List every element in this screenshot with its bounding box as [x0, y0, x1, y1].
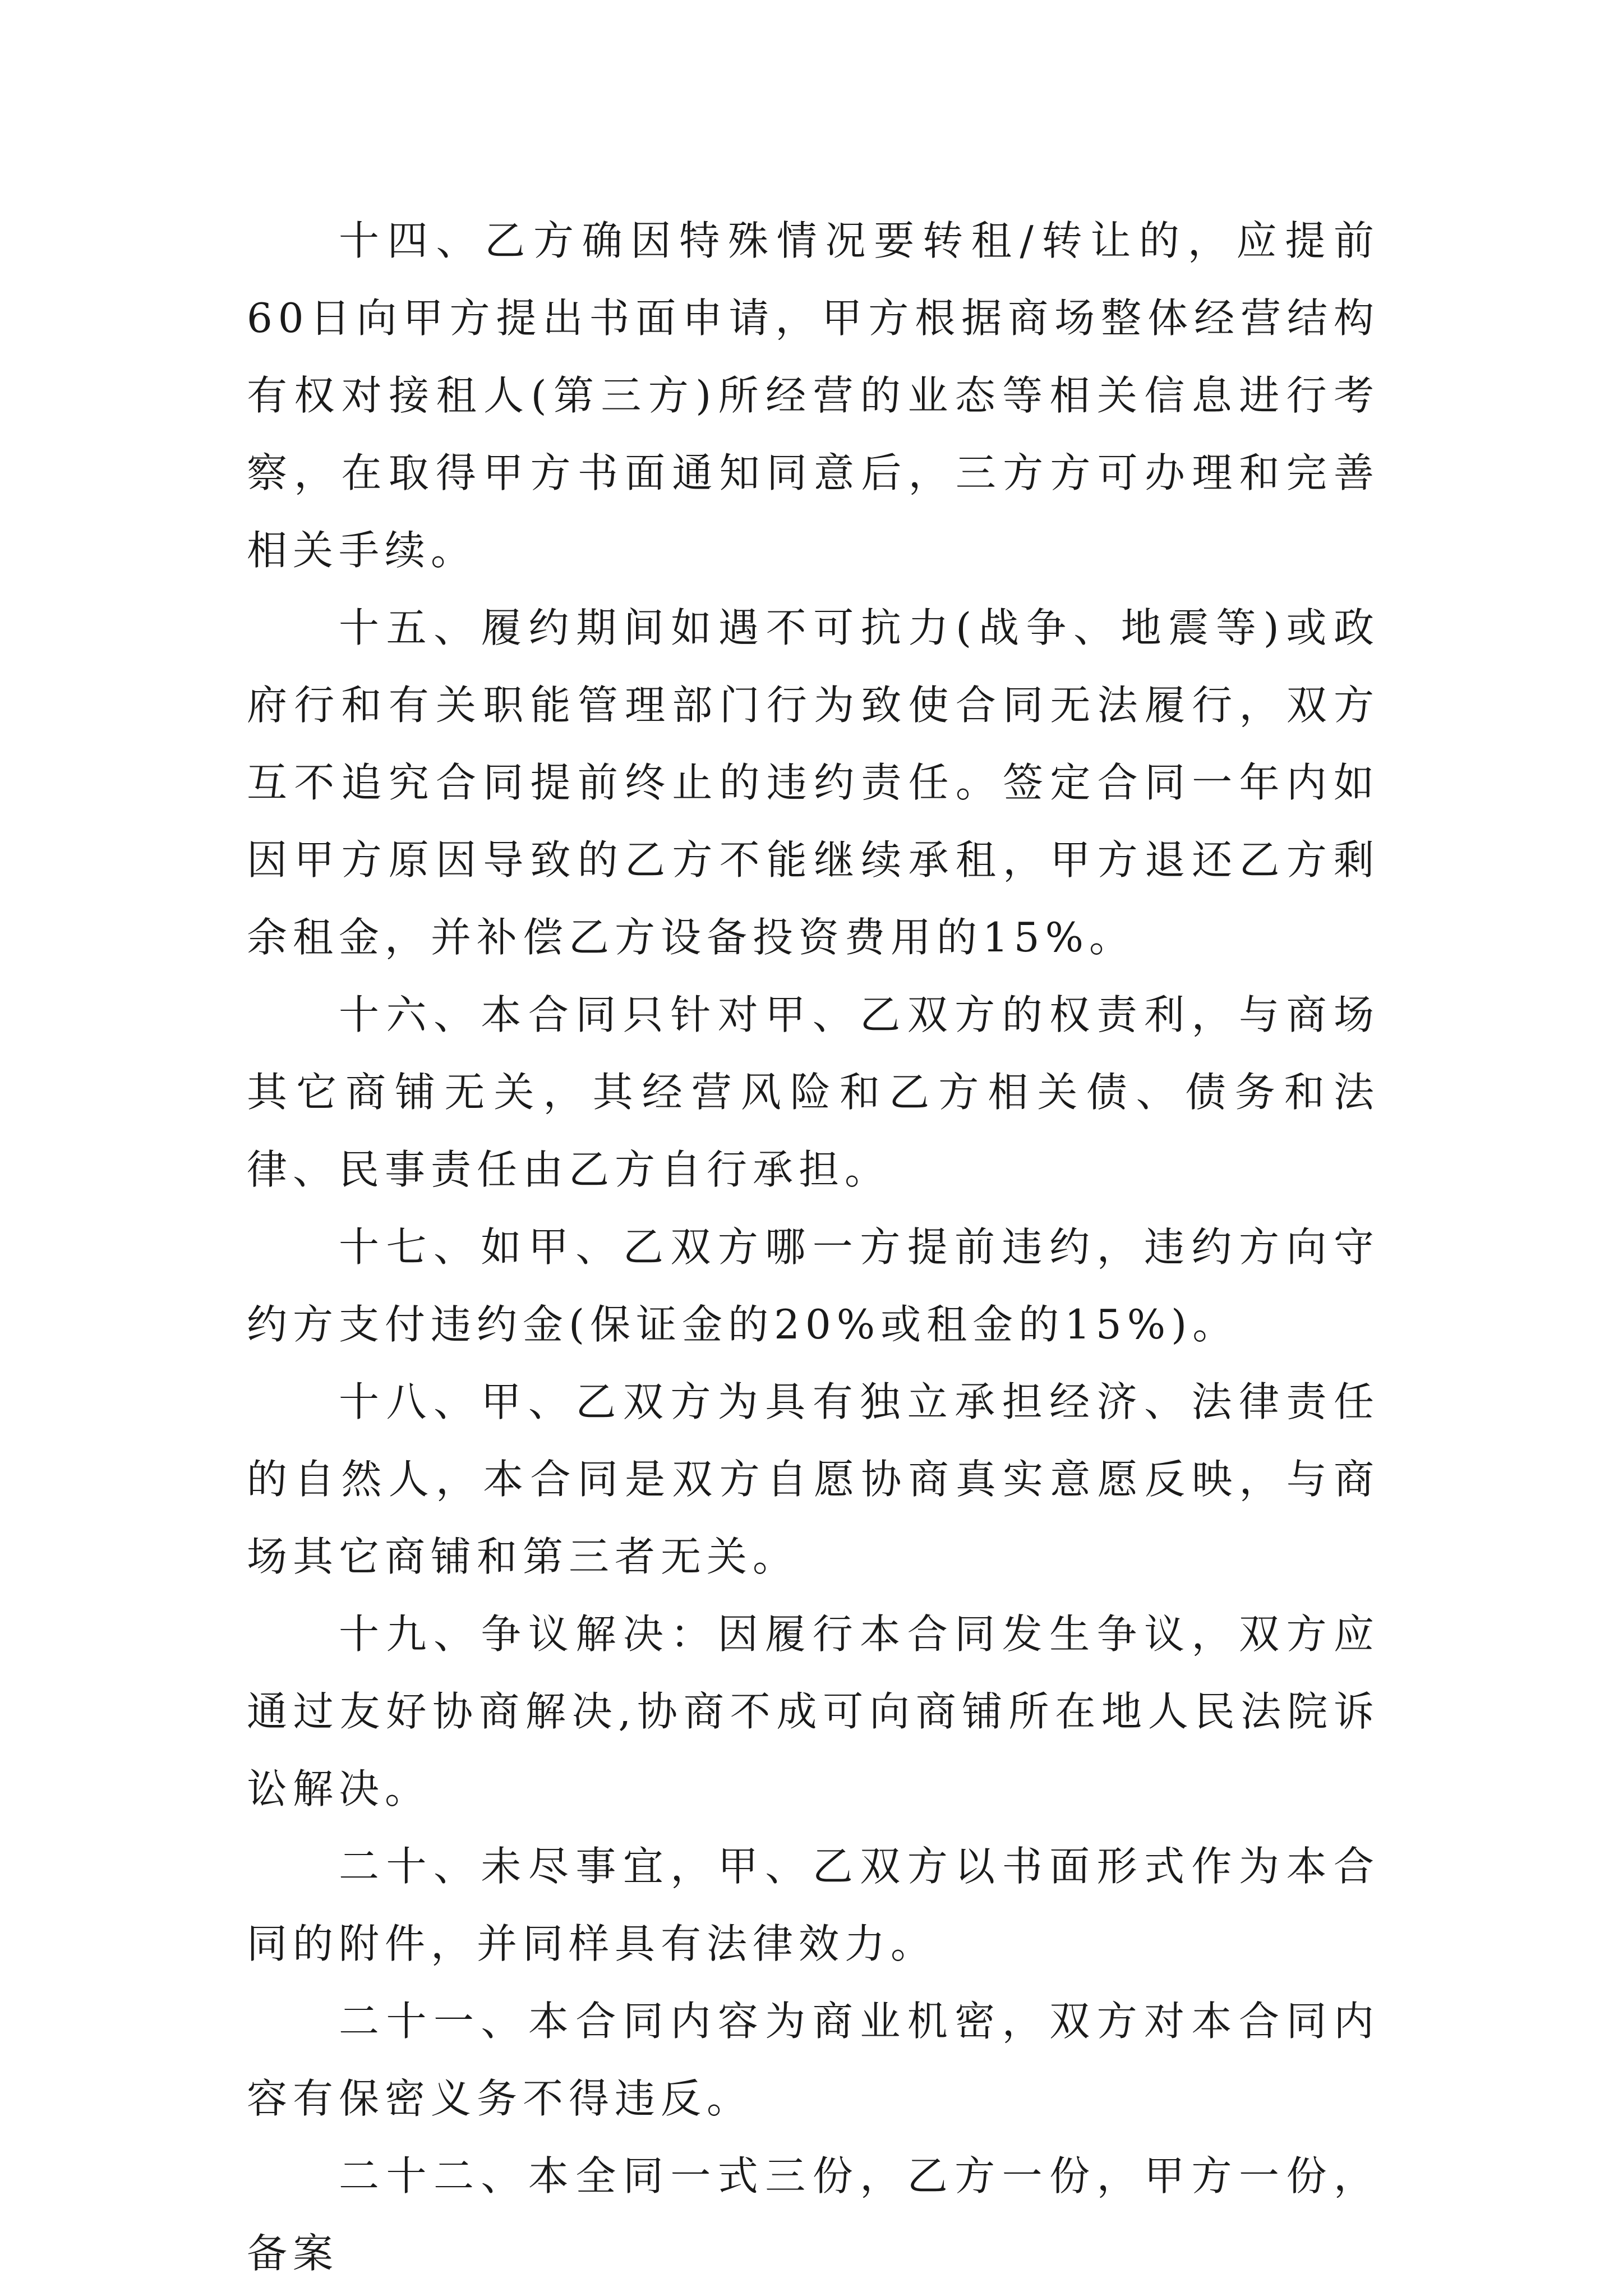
clause-22: 二十二、本全同一式三份，乙方一份，甲方一份，备案	[247, 2152, 1380, 2277]
clause-19: 十九、争议解决：因履行本合同发生争议，双方应通过友好协商解决,协商不成可向商铺所在地人民法院诉讼解决。	[247, 1611, 1380, 1812]
clause-14: 十四、乙方确因特殊情况要转租/转让的，应提前60日向甲方提出书面申请，甲方根据商场整体经营结构有权对接租人(第三方)所经营的业态等相关信息进行考察，在取得甲方书面通知同意后，三方方可办理和完善相关手续。	[247, 217, 1380, 574]
clause-21: 二十一、本合同内容为商业机密，双方对本合同内容有保密义务不得违反。	[247, 1998, 1380, 2122]
clause-15: 十五、履约期间如遇不可抗力(战争、地震等)或政府行和有关职能管理部门行为致使合同无法履行，双方互不追究合同提前终止的违约责任。签定合同一年内如因甲方原因导致的乙方不能继续承租，甲方退还乙方剩余租金，并补偿乙方设备投资费用的15%。	[247, 604, 1380, 961]
clause-18: 十八、甲、乙双方为具有独立承担经济、法律责任的自然人，本合同是双方自愿协商真实意愿反映，与商场其它商铺和第三者无关。	[247, 1378, 1380, 1580]
document-body	[247, 202, 1380, 2292]
clause-20: 二十、未尽事宜，甲、乙双方以书面形式作为本合同的附件，并同样具有法律效力。	[247, 1843, 1380, 1967]
clause-17: 十七、如甲、乙双方哪一方提前违约，违约方向守约方支付违约金(保证金的20%或租金的15%)。	[247, 1223, 1380, 1348]
clause-16: 十六、本合同只针对甲、乙双方的权责利，与商场其它商铺无关，其经营风险和乙方相关债、债务和法律、民事责任由乙方自行承担。	[247, 991, 1380, 1193]
